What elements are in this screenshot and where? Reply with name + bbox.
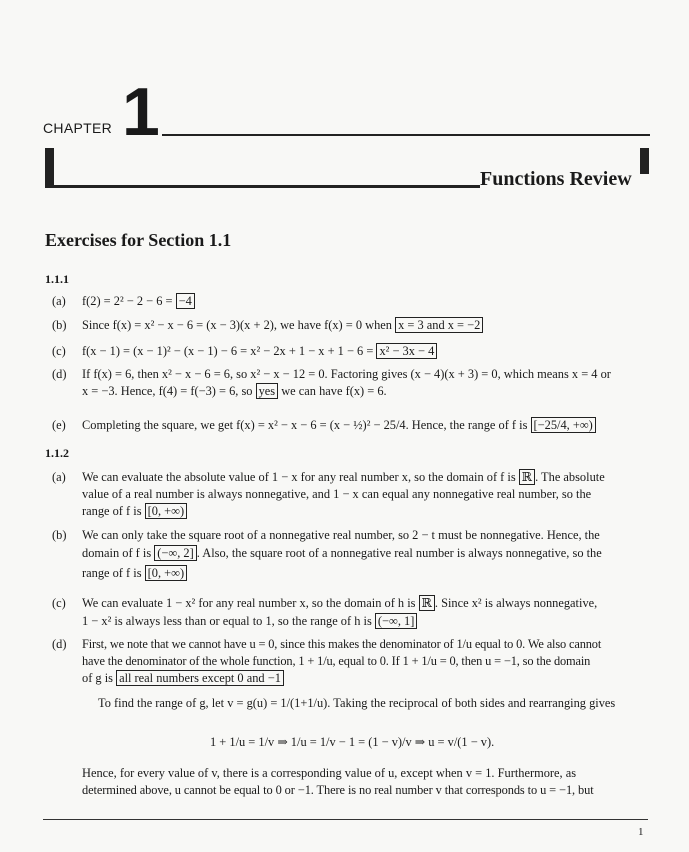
item-text <box>82 671 284 686</box>
item-text-part: Completing the square, we get f(x) = x² − x − 6 = (x − ½)² − 25/4. Hence, the range of f is <box>82 418 531 432</box>
item-text <box>82 318 483 333</box>
exercise-number: 1.1.2 <box>45 446 69 460</box>
item-text-part: We can evaluate the absolute value of 1 − x for any real number x, so the domain of f is <box>82 470 519 484</box>
item-label: (c) <box>52 344 66 358</box>
item-text-part: Since f(x) = x² − x − 6 = (x − 3)(x + 2), we have f(x) = 0 when <box>82 318 396 332</box>
chapter-label: CHAPTER <box>43 120 112 136</box>
item-text <box>82 566 187 581</box>
answer-box: [0, +∞) <box>145 503 187 519</box>
answer-box: ℝ <box>419 595 435 611</box>
header-rule-bottom <box>45 185 480 188</box>
item-text-line: We can only take the square root of a nonnegative real number, so 2 − t must be nonnegative. Hence, the <box>82 528 600 542</box>
item-label: (d) <box>52 637 67 651</box>
item-text <box>82 294 195 309</box>
item-text-line: If f(x) = 6, then x² − x − 6 = 6, so x² − x − 12 = 0. Factoring gives (x − 4)(x + 3) = 0, which means x = 4 or <box>82 367 611 381</box>
chapter-number: 1 <box>122 74 160 150</box>
item-label: (d) <box>52 367 67 381</box>
answer-box: [0, +∞) <box>145 565 187 581</box>
answer-box: −4 <box>176 293 195 309</box>
section-title: Exercises for Section 1.1 <box>45 230 232 250</box>
header-bar-right <box>640 148 649 174</box>
item-text <box>82 418 596 433</box>
item-text <box>82 596 597 611</box>
item-text <box>82 384 387 399</box>
item-text-part: . Also, the square root of a nonnegative real number is always nonnegative, so the <box>196 546 602 560</box>
answer-box: all real numbers except 0 and −1 <box>116 670 284 686</box>
item-text-part: . The absolute <box>535 470 605 484</box>
item-text-part: . Since x² is always nonnegative, <box>434 596 598 610</box>
item-text-part: range of f is <box>82 504 145 518</box>
page-number: 1 <box>638 826 644 838</box>
item-text-part: 1 − x² is always less than or equal to 1, so the range of h is <box>82 614 375 628</box>
item-text-part: f(2) = 2² − 2 − 6 = <box>82 294 176 308</box>
item-label: (b) <box>52 528 67 542</box>
item-text <box>82 504 187 519</box>
item-text-part: f(x − 1) = (x − 1)² − (x − 1) − 6 = x² − 2x + 1 − x + 1 − 6 = <box>82 344 377 358</box>
item-text-part: domain of f is <box>82 546 155 560</box>
item-text-line: To find the range of g, let v = g(u) = 1/(1+1/u). Taking the reciprocal of both sides and rearranging gives <box>98 696 616 710</box>
answer-box: yes <box>256 383 279 399</box>
answer-box: (−∞, 2] <box>154 545 196 561</box>
item-text-line: First, we note that we cannot have u = 0, since this makes the denominator of 1/u equal to 0. We also cannot <box>82 637 602 651</box>
item-text-line: have the denominator of the whole function, 1 + 1/u, equal to 0. If 1 + 1/u = 0, then u = −1, so the domain <box>82 654 591 668</box>
item-label: (e) <box>52 418 66 432</box>
header-rule-top <box>162 134 650 136</box>
answer-box: x = 3 and x = −2 <box>395 317 483 333</box>
chapter-title: Functions Review <box>480 168 632 190</box>
display-equation: 1 + 1/u = 1/v ⇒ 1/u = 1/v − 1 = (1 − v)/v ⇒ u = v/(1 − v). <box>210 735 495 749</box>
answer-box: (−∞, 1] <box>375 613 417 629</box>
item-text <box>82 344 437 359</box>
item-text-part: of g is <box>82 671 117 685</box>
answer-box: x² − 3x − 4 <box>376 343 437 359</box>
item-label: (c) <box>52 596 66 610</box>
footer-rule <box>43 819 648 820</box>
item-text <box>82 546 602 561</box>
item-text-line: Hence, for every value of v, there is a corresponding value of u, except when v = 1. Furthermore, as <box>82 766 577 780</box>
item-text-line: determined above, u cannot be equal to 0 or −1. There is no real number v that corresponds to u = −1, but <box>82 783 594 797</box>
item-text-part: We can evaluate 1 − x² for any real number x, so the domain of h is <box>82 596 419 610</box>
item-label: (a) <box>52 470 66 484</box>
item-label: (a) <box>52 294 66 308</box>
header-bar-left <box>45 148 54 188</box>
item-label: (b) <box>52 318 67 332</box>
item-text <box>82 470 605 485</box>
answer-box: [−25/4, +∞) <box>531 417 596 433</box>
answer-box: ℝ <box>519 469 535 485</box>
item-text-part: we can have f(x) = 6. <box>278 384 387 398</box>
exercise-number: 1.1.1 <box>45 272 69 286</box>
item-text-line: value of a real number is always nonnegative, and 1 − x can equal any nonnegative real number, so the <box>82 487 592 501</box>
item-text-part: x = −3. Hence, f(4) = f(−3) = 6, so <box>82 384 256 398</box>
item-text-part: range of f is <box>82 566 145 580</box>
item-text <box>82 614 417 629</box>
